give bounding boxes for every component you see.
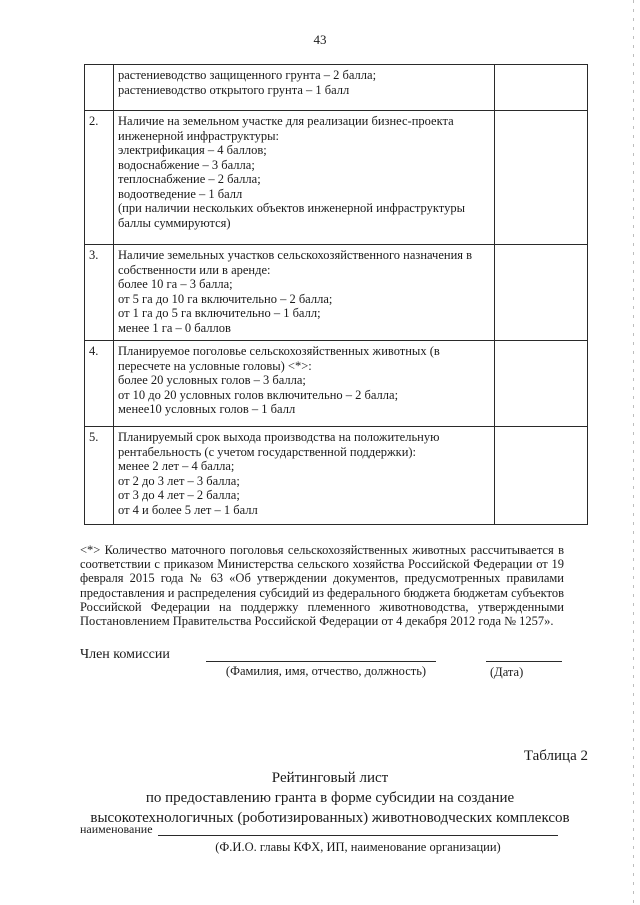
page-number: 43 [313, 32, 327, 47]
criteria-text [114, 111, 495, 245]
criteria-score-cell [495, 427, 588, 525]
criteria-row [85, 65, 588, 111]
rating-sheet-heading [60, 768, 600, 828]
criteria-line: электрификация – 4 баллов; [118, 143, 267, 157]
criteria-score-cell [495, 111, 588, 245]
criteria-line: рентабельность (с учетом государственной поддержки): [118, 444, 417, 459]
criteria-row [85, 245, 588, 341]
criteria-score-cell [495, 65, 588, 111]
criteria-score-cell [495, 341, 588, 427]
rating-title: Рейтинговый лист [271, 770, 389, 786]
criteria-line: водоснабжение – 3 балла; [118, 157, 255, 172]
criteria-number [85, 65, 114, 111]
naming-line [158, 835, 558, 836]
criteria-line: Наличие на земельном участке для реализации бизнес-проекта [118, 114, 454, 128]
criteria-text [114, 341, 495, 427]
scan-edge-mark [633, 0, 634, 905]
criteria-line: растениеводство защищенного грунта – 2 балла; [118, 68, 377, 82]
member-date-caption: (Дата) [490, 665, 524, 679]
criteria-line: теплоснабжение – 2 балла; [118, 172, 261, 186]
rating-subtitle-line2: высокотехнологичных (роботизированных) животноводческих комплексов [90, 810, 570, 826]
criteria-line: от 2 до 3 лет – 3 балла; [118, 473, 240, 488]
member-name-caption: (Фамилия, имя, отчество, должность) [225, 664, 427, 678]
criteria-text [114, 427, 495, 525]
criteria-line: от 3 до 4 лет – 2 балла; [118, 488, 240, 502]
criteria-number: 5. [85, 427, 114, 525]
member-label: Член комиссии [80, 647, 170, 662]
commission-member-block [80, 647, 580, 687]
criteria-line: более 10 га – 3 балла; [118, 277, 233, 291]
criteria-text [114, 245, 495, 341]
naming-block [80, 822, 560, 852]
criteria-line: от 10 до 20 условных голов включительно – 2 балла; [118, 387, 399, 402]
naming-label: наименование [80, 822, 153, 836]
criteria-line: баллы суммируются) [118, 215, 231, 230]
criteria-line: от 5 га до 10 га включительно – 2 балла; [118, 291, 333, 306]
footnote: <*> Количество маточного поголовья сельскохозяйственных животных рассчитывается в соответствии с приказом Министерства сельского хозяйства Российской Федерации от 19 февраля 2015 года № 63 «Об утверждении документов, предусмотренных правилами предоставления и распределения субсидий из федерального бюджета бюджетам субъектов Российской Федерации на поддержку племенного животноводства, утвержденными Постановлением Правительства Российской Федерации от 4 декабря 2012 года № 1257». [80, 543, 564, 629]
criteria-line: собственности или в аренде: [118, 262, 271, 277]
criteria-line: от 4 и более 5 лет – 1 балл [118, 502, 258, 517]
criteria-table-body [85, 65, 588, 525]
criteria-number: 4. [85, 341, 114, 427]
criteria-line: Планируемое поголовье сельскохозяйственных животных (в [118, 344, 440, 358]
member-name-line [206, 661, 436, 662]
criteria-line: менее 2 лет – 4 балла; [118, 459, 235, 473]
table2-label: Таблица 2 [523, 748, 588, 764]
criteria-line: менее 1 га – 0 баллов [118, 320, 231, 335]
naming-caption: (Ф.И.О. главы КФХ, ИП, наименование организации) [215, 840, 501, 854]
criteria-number: 2. [85, 111, 114, 245]
criteria-row [85, 341, 588, 427]
criteria-row [85, 427, 588, 525]
criteria-line: растениеводство открытого грунта – 1 балл [118, 82, 350, 97]
rating-subtitle-line1: по предоставлению гранта в форме субсидии на создание [145, 790, 515, 806]
criteria-line: инженерной инфраструктуры: [118, 128, 279, 143]
criteria-table [84, 64, 588, 525]
criteria-row [85, 111, 588, 245]
criteria-line: менее10 условных голов – 1 балл [118, 402, 296, 416]
criteria-line: (при наличии нескольких объектов инженерной инфраструктуры [118, 201, 465, 215]
member-date-line [486, 661, 562, 662]
criteria-line: от 1 га до 5 га включительно – 1 балл; [118, 306, 321, 320]
criteria-number: 3. [85, 245, 114, 341]
criteria-score-cell [495, 245, 588, 341]
criteria-line: Наличие земельных участков сельскохозяйственного назначения в [118, 248, 473, 262]
criteria-line: более 20 условных голов – 3 балла; [118, 373, 306, 387]
criteria-line: Планируемый срок выхода производства на положительную [118, 430, 440, 444]
criteria-line: пересчете на условные головы) <*>: [118, 358, 312, 373]
criteria-line: водоотведение – 1 балл [118, 186, 243, 201]
criteria-text [114, 65, 495, 111]
